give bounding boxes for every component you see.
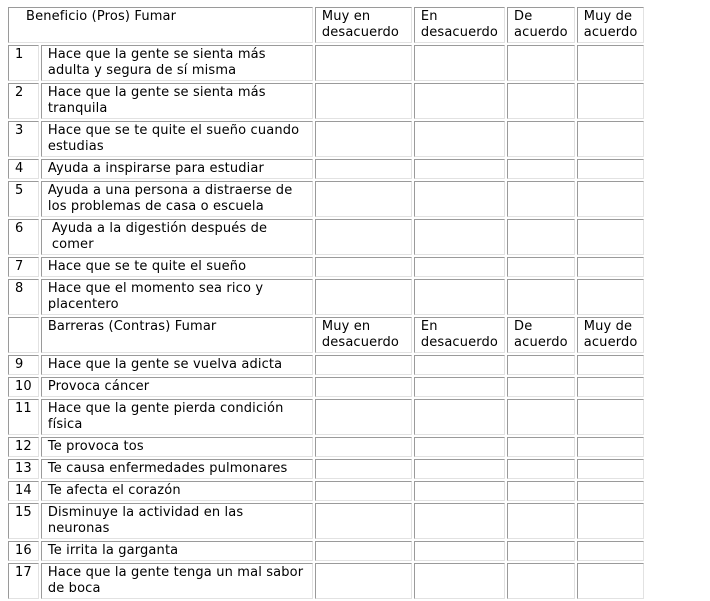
table-row: [8, 219, 644, 255]
column-header-muy-en-desacuerdo: Muy en desacuerdo: [315, 7, 412, 43]
column-header-muy-de-acuerdo: Muy de acuerdo: [577, 7, 645, 43]
item-text: Hace que la gente se sienta más adulta y segura de sí misma: [41, 45, 313, 81]
item-text: Hace que la gente pierda condición física: [41, 399, 313, 435]
item-text: Hace que se te quite el sueño cuando estudias: [41, 121, 313, 157]
column-header-de-acuerdo: De acuerdo: [507, 7, 575, 43]
table-row: [8, 437, 644, 457]
response-cell-muy-en-desacuerdo[interactable]: [315, 181, 412, 217]
table-row: [8, 159, 644, 179]
item-text: Te afecta el corazón: [41, 481, 313, 501]
response-cell-de-acuerdo[interactable]: [507, 159, 575, 179]
response-cell-en-desacuerdo[interactable]: [414, 481, 505, 501]
survey-table: [6, 5, 646, 601]
response-cell-muy-en-desacuerdo[interactable]: [315, 257, 412, 277]
response-cell-de-acuerdo[interactable]: [507, 45, 575, 81]
item-text: Disminuye la actividad en las neuronas: [41, 503, 313, 539]
response-cell-muy-en-desacuerdo[interactable]: [315, 355, 412, 375]
section-number-blank: [8, 317, 39, 353]
item-number: 1: [8, 45, 39, 81]
response-cell-muy-en-desacuerdo[interactable]: [315, 377, 412, 397]
response-cell-muy-de-acuerdo[interactable]: [577, 121, 645, 157]
item-number: 16: [8, 541, 39, 561]
table-row: [8, 377, 644, 397]
section-header-row: [8, 7, 644, 43]
item-number: 9: [8, 355, 39, 375]
response-cell-muy-de-acuerdo[interactable]: [577, 159, 645, 179]
response-cell-muy-en-desacuerdo[interactable]: [315, 399, 412, 435]
item-number: 12: [8, 437, 39, 457]
response-cell-en-desacuerdo[interactable]: [414, 377, 505, 397]
response-cell-muy-de-acuerdo[interactable]: [577, 459, 645, 479]
column-header-de-acuerdo: De acuerdo: [507, 317, 575, 353]
response-cell-en-desacuerdo[interactable]: [414, 181, 505, 217]
table-row: [8, 121, 644, 157]
response-cell-muy-en-desacuerdo[interactable]: [315, 45, 412, 81]
response-cell-muy-de-acuerdo[interactable]: [577, 437, 645, 457]
table-row: [8, 459, 644, 479]
column-header-en-desacuerdo: En desacuerdo: [414, 7, 505, 43]
response-cell-de-acuerdo[interactable]: [507, 563, 575, 599]
item-number: 14: [8, 481, 39, 501]
response-cell-de-acuerdo[interactable]: [507, 377, 575, 397]
response-cell-muy-en-desacuerdo[interactable]: [315, 481, 412, 501]
table-row: [8, 541, 644, 561]
response-cell-muy-de-acuerdo[interactable]: [577, 541, 645, 561]
item-number: 7: [8, 257, 39, 277]
item-text: Provoca cáncer: [41, 377, 313, 397]
response-cell-de-acuerdo[interactable]: [507, 355, 575, 375]
item-number: 4: [8, 159, 39, 179]
response-cell-en-desacuerdo[interactable]: [414, 83, 505, 119]
table-row: [8, 181, 644, 217]
item-number: 10: [8, 377, 39, 397]
response-cell-en-desacuerdo[interactable]: [414, 459, 505, 479]
item-number: 2: [8, 83, 39, 119]
response-cell-muy-en-desacuerdo[interactable]: [315, 219, 412, 255]
response-cell-de-acuerdo[interactable]: [507, 437, 575, 457]
item-number: 8: [8, 279, 39, 315]
item-text: Ayuda a la digestión después de comer: [41, 219, 313, 255]
response-cell-muy-de-acuerdo[interactable]: [577, 503, 645, 539]
response-cell-muy-de-acuerdo[interactable]: [577, 83, 645, 119]
table-row: [8, 83, 644, 119]
item-number: 15: [8, 503, 39, 539]
response-cell-muy-en-desacuerdo[interactable]: [315, 159, 412, 179]
item-text: Ayuda a inspirarse para estudiar: [41, 159, 313, 179]
response-cell-en-desacuerdo[interactable]: [414, 279, 505, 315]
item-number: 11: [8, 399, 39, 435]
response-cell-muy-en-desacuerdo[interactable]: [315, 437, 412, 457]
response-cell-de-acuerdo[interactable]: [507, 541, 575, 561]
response-cell-en-desacuerdo[interactable]: [414, 257, 505, 277]
response-cell-de-acuerdo[interactable]: [507, 503, 575, 539]
table-row: [8, 481, 644, 501]
response-cell-muy-de-acuerdo[interactable]: [577, 377, 645, 397]
response-cell-muy-de-acuerdo[interactable]: [577, 181, 645, 217]
response-cell-en-desacuerdo[interactable]: [414, 159, 505, 179]
response-cell-muy-en-desacuerdo[interactable]: [315, 503, 412, 539]
response-cell-muy-de-acuerdo[interactable]: [577, 257, 645, 277]
response-cell-en-desacuerdo[interactable]: [414, 121, 505, 157]
response-cell-de-acuerdo[interactable]: [507, 219, 575, 255]
response-cell-de-acuerdo[interactable]: [507, 121, 575, 157]
item-text: Hace que la gente se vuelva adicta: [41, 355, 313, 375]
item-text: Te irrita la garganta: [41, 541, 313, 561]
item-text: Hace que se te quite el sueño: [41, 257, 313, 277]
response-cell-de-acuerdo[interactable]: [507, 257, 575, 277]
response-cell-de-acuerdo[interactable]: [507, 481, 575, 501]
section-title-pros: Beneficio (Pros) Fumar: [8, 7, 313, 43]
response-cell-en-desacuerdo[interactable]: [414, 563, 505, 599]
response-cell-muy-en-desacuerdo[interactable]: [315, 121, 412, 157]
section-header-row: [8, 317, 644, 353]
response-cell-de-acuerdo[interactable]: [507, 181, 575, 217]
item-text: Te causa enfermedades pulmonares: [41, 459, 313, 479]
item-text: Hace que la gente tenga un mal sabor de boca: [41, 563, 313, 599]
column-header-muy-en-desacuerdo: Muy en desacuerdo: [315, 317, 412, 353]
response-cell-de-acuerdo[interactable]: [507, 399, 575, 435]
table-row: [8, 45, 644, 81]
column-header-muy-de-acuerdo: Muy de acuerdo: [577, 317, 645, 353]
response-cell-en-desacuerdo[interactable]: [414, 437, 505, 457]
item-text: Te provoca tos: [41, 437, 313, 457]
table-row: [8, 503, 644, 539]
item-number: 5: [8, 181, 39, 217]
item-text: Ayuda a una persona a distraerse de los problemas de casa o escuela: [41, 181, 313, 217]
item-text: Hace que el momento sea rico y placentero: [41, 279, 313, 315]
item-number: 13: [8, 459, 39, 479]
table-row: [8, 279, 644, 315]
response-cell-muy-en-desacuerdo[interactable]: [315, 459, 412, 479]
response-cell-de-acuerdo[interactable]: [507, 459, 575, 479]
item-number: 6: [8, 219, 39, 255]
table-row: [8, 399, 644, 435]
response-cell-de-acuerdo[interactable]: [507, 279, 575, 315]
response-cell-en-desacuerdo[interactable]: [414, 219, 505, 255]
response-cell-de-acuerdo[interactable]: [507, 83, 575, 119]
response-cell-muy-de-acuerdo[interactable]: [577, 45, 645, 81]
response-cell-muy-de-acuerdo[interactable]: [577, 399, 645, 435]
response-cell-muy-en-desacuerdo[interactable]: [315, 83, 412, 119]
item-number: 17: [8, 563, 39, 599]
section-title-cons: Barreras (Contras) Fumar: [41, 317, 313, 353]
response-cell-muy-de-acuerdo[interactable]: [577, 219, 645, 255]
item-number: 3: [8, 121, 39, 157]
response-cell-muy-de-acuerdo[interactable]: [577, 481, 645, 501]
response-cell-en-desacuerdo[interactable]: [414, 399, 505, 435]
response-cell-en-desacuerdo[interactable]: [414, 355, 505, 375]
response-cell-en-desacuerdo[interactable]: [414, 541, 505, 561]
response-cell-muy-en-desacuerdo[interactable]: [315, 541, 412, 561]
response-cell-en-desacuerdo[interactable]: [414, 45, 505, 81]
table-row: [8, 257, 644, 277]
item-text: Hace que la gente se sienta más tranquila: [41, 83, 313, 119]
response-cell-muy-en-desacuerdo[interactable]: [315, 279, 412, 315]
response-cell-muy-de-acuerdo[interactable]: [577, 355, 645, 375]
column-header-en-desacuerdo: En desacuerdo: [414, 317, 505, 353]
table-row: [8, 563, 644, 599]
response-cell-en-desacuerdo[interactable]: [414, 503, 505, 539]
response-cell-muy-en-desacuerdo[interactable]: [315, 563, 412, 599]
response-cell-muy-de-acuerdo[interactable]: [577, 279, 645, 315]
response-cell-muy-de-acuerdo[interactable]: [577, 563, 645, 599]
table-row: [8, 355, 644, 375]
